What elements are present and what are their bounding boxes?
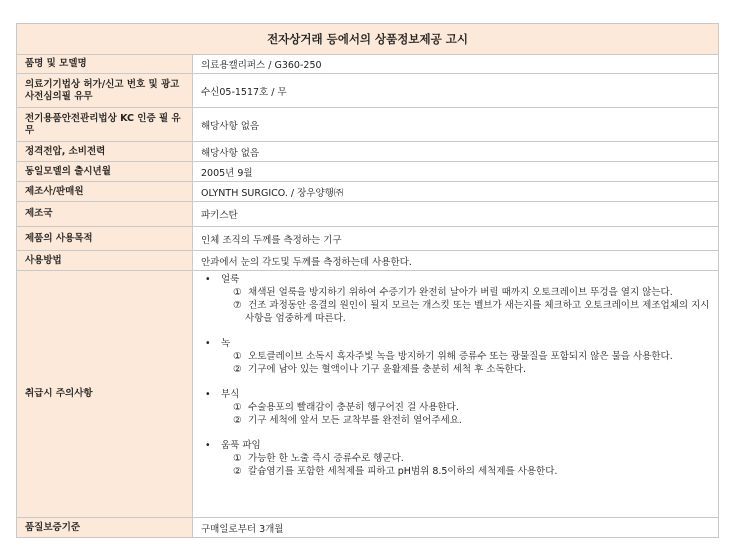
- table-row: [17, 518, 719, 538]
- row-value: 파키스탄: [193, 202, 719, 227]
- table-row: [17, 108, 719, 142]
- caution-item: [201, 414, 710, 427]
- caution-item: [201, 465, 710, 478]
- row-value: 해당사항 없음: [193, 108, 719, 142]
- table-row: [17, 74, 719, 108]
- table-row: [17, 251, 719, 271]
- row-label: 제조사/판매원: [17, 182, 193, 202]
- row-label: 전기용품안전관리법상 KC 인증 필 유무: [17, 108, 193, 142]
- table-row: [17, 55, 719, 74]
- caution-section: [201, 439, 710, 478]
- row-value: 안과에서 눈의 각도및 두께를 측정하는데 사용한다.: [193, 251, 719, 271]
- item-text: 수술용포의 빨래감이 충분히 헹구어진 걸 사용한다.: [248, 402, 459, 413]
- row-label: 품질보증기준: [17, 518, 193, 538]
- item-text: 건조 과정동안 응결의 원인이 될지 모르는 개스킷 또는 벨브가 새는지를 체크하고 오토크레이브 제조업체의 지시사항을 엄중하게 따른다.: [245, 300, 710, 324]
- product-info-table: [16, 23, 719, 538]
- table-row: [17, 142, 719, 162]
- item-text: 가능한 한 노출 즉시 증류수로 헹군다.: [248, 453, 404, 464]
- row-label: 취급시 주의사항: [17, 271, 193, 518]
- item-text: 오토클레이브 소독시 흑자주빛 녹을 방지하기 위해 증류수 또는 광물질을 포함되지 않은 물을 사용한다.: [248, 351, 673, 362]
- table-row: [17, 182, 719, 202]
- caution-item: [201, 363, 710, 376]
- product-info-notice: [16, 23, 718, 538]
- table-row: [17, 162, 719, 182]
- item-number: ①: [233, 402, 242, 413]
- row-value: 수신05-1517호 / 무: [193, 74, 719, 108]
- caution-item: [201, 452, 710, 465]
- caution-section: [201, 388, 710, 427]
- table-title: 전자상거래 등에서의 상품정보제공 고시: [17, 24, 719, 55]
- item-number: ②: [233, 466, 242, 477]
- row-label: 제품의 사용목적: [17, 227, 193, 251]
- item-text: 채색된 얼룩을 방지하기 위하여 수증기가 완전히 날아가 버릴 때까지 오토크레이브 뚜겅을 열지 않는다.: [248, 287, 673, 298]
- cautions-content: [193, 271, 719, 518]
- row-value: 해당사항 없음: [193, 142, 719, 162]
- row-value: 인체 조직의 두께를 측정하는 기구: [193, 227, 719, 251]
- row-label: 품명 및 모델명: [17, 55, 193, 74]
- caution-section: [201, 273, 710, 325]
- bullet-icon: •: [205, 389, 211, 400]
- caution-section-title: 녹: [221, 338, 231, 349]
- row-value: 2005년 9월: [193, 162, 719, 182]
- bullet-icon: •: [205, 440, 211, 451]
- item-text: 칼슘염기를 포함한 세척제를 피하고 pH범위 8.5이하의 세척제를 사용한다.: [248, 466, 558, 477]
- row-value: 구매일로부터 3개월: [193, 518, 719, 538]
- row-label: 사용방법: [17, 251, 193, 271]
- item-number: ②: [233, 364, 242, 375]
- item-number: ①: [233, 453, 242, 464]
- item-number: ①: [233, 351, 242, 362]
- table-header-row: [17, 24, 719, 55]
- caution-section-title: 얼룩: [221, 274, 240, 285]
- item-number: ②: [233, 415, 242, 426]
- caution-item: [201, 286, 710, 299]
- bullet-icon: •: [205, 338, 211, 349]
- item-number: ①: [233, 287, 242, 298]
- row-label: 의료기기법상 허가/신고 번호 및 광고사전심의필 유무: [17, 74, 193, 108]
- table-row: [17, 227, 719, 251]
- caution-item: [201, 401, 710, 414]
- row-value: OLYNTH SURGICO. / 장우양행㈜: [193, 182, 719, 202]
- caution-section-title: 움푹 파임: [221, 440, 261, 451]
- caution-section-title: 부식: [221, 389, 240, 400]
- caution-section: [201, 337, 710, 376]
- item-text: 기구에 남아 있는 혈액이나 기구 윤활제를 충분히 세척 후 소독한다.: [248, 364, 527, 375]
- item-number: ⑦: [233, 300, 242, 311]
- row-value: 의료용캘리퍼스 / G360-250: [193, 55, 719, 74]
- bullet-icon: •: [205, 274, 211, 285]
- table-row-cautions: [17, 271, 719, 518]
- caution-item: [201, 299, 710, 325]
- item-text: 기구 세척에 앞서 모든 교착부를 완전히 열어주세요.: [248, 415, 462, 426]
- row-label: 동일모델의 출시년월: [17, 162, 193, 182]
- caution-item: [201, 350, 710, 363]
- row-label: 제조국: [17, 202, 193, 227]
- table-row: [17, 202, 719, 227]
- row-label: 정격전압, 소비전력: [17, 142, 193, 162]
